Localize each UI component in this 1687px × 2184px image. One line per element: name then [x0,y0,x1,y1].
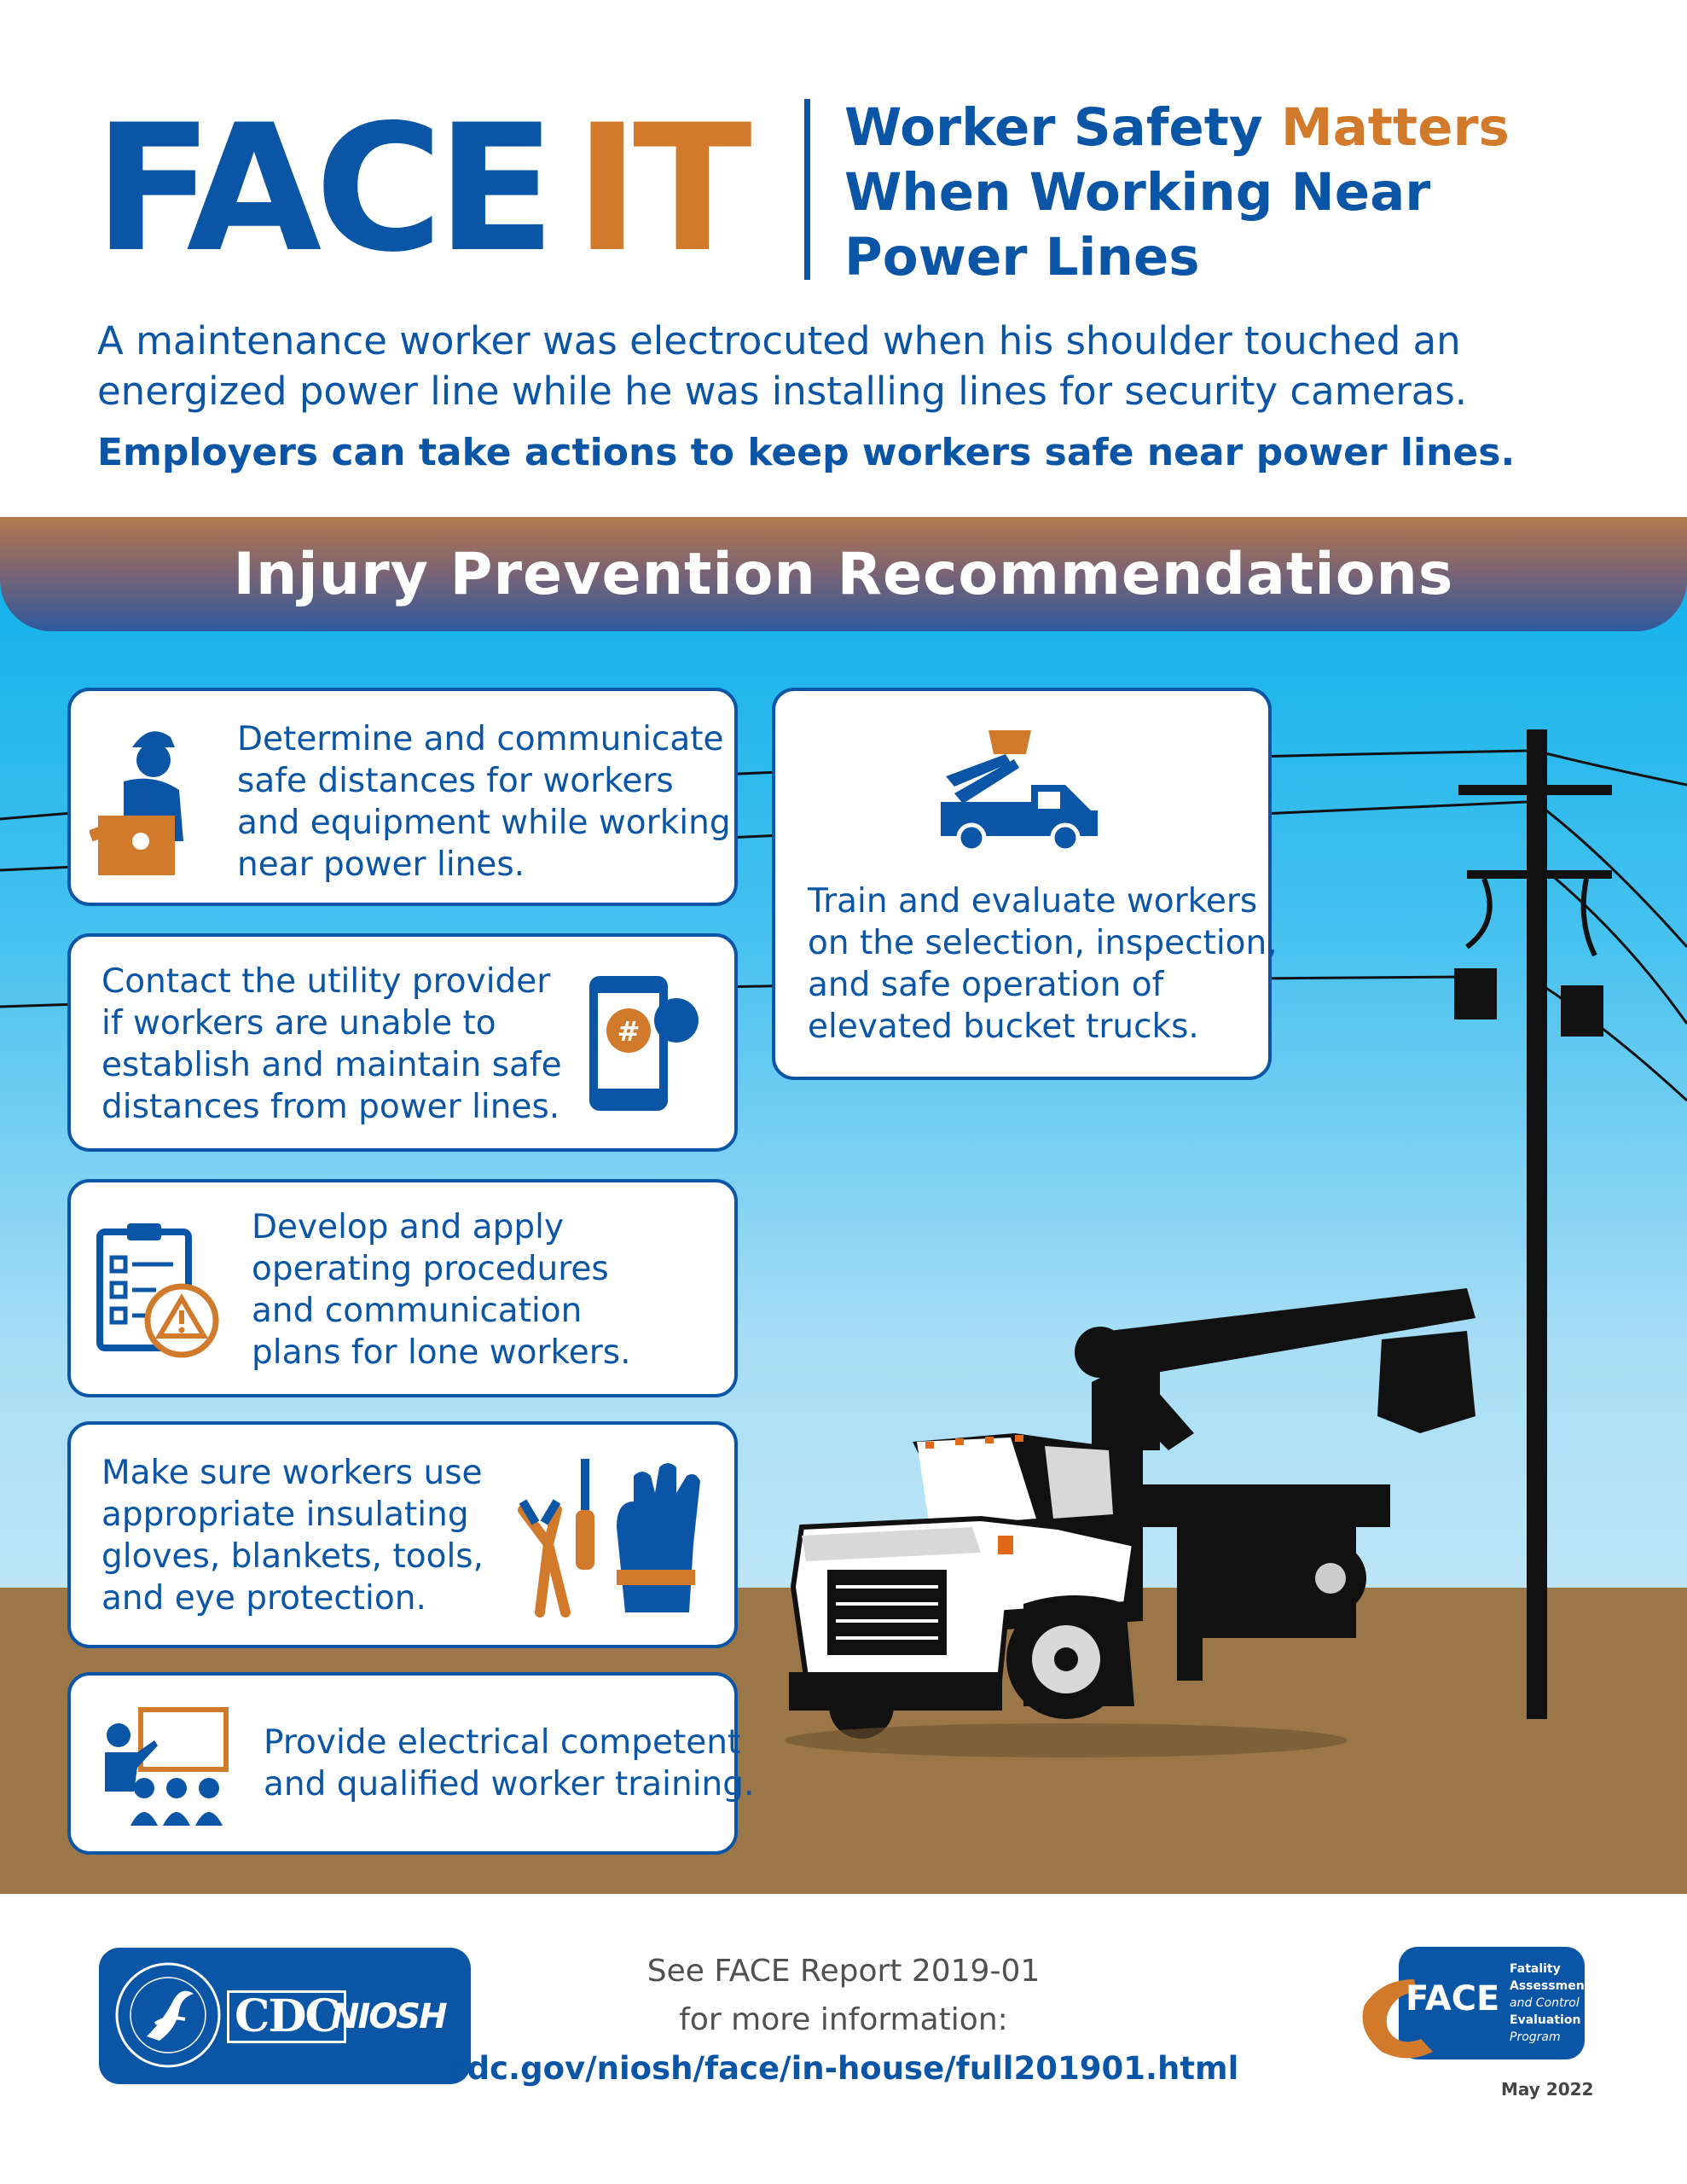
face-logo-line: Assessment [1510,1979,1591,1993]
recommendation-card-insulating-gear [67,1421,738,1648]
publication-date: May 2022 [1501,2079,1594,2100]
face-logo-line: Program [1510,2030,1561,2044]
recommendation-card-lone-workers [67,1179,738,1397]
card-text [237,718,731,886]
card-line: Train and evaluate workers [808,882,1258,921]
intro-paragraph [97,316,1467,416]
title-line2: When Working Near [844,162,1431,223]
recommendation-card-safe-distances [67,688,738,906]
face-logo-line: Fatality [1510,1962,1561,1976]
face-logo-line: Evaluation [1510,2013,1581,2027]
face-logo-text: FACE [1406,1979,1500,2018]
svg-text:#: # [617,1015,641,1048]
face-logo-line: and Control [1510,1996,1580,2010]
intro-line1: A maintenance worker was electrocuted when his shoulder touched an [97,318,1461,363]
card-line: operating procedures [252,1250,609,1288]
card-line: gloves, blankets, tools, [101,1537,484,1576]
title-line1-part1: Worker Safety [844,97,1281,158]
card-text [252,1206,630,1374]
card-text [101,961,562,1128]
recommendation-card-bucket-trucks [772,688,1278,1080]
cdc-logo: CDC [227,1990,346,2043]
card-line: if workers are unable to [101,1004,496,1043]
card-line: and equipment while working [237,804,731,842]
phone-message-icon [583,971,702,1116]
bucket-truck-icon [937,725,1108,853]
title-line3: Power Lines [844,227,1200,288]
card-text [808,880,1278,1048]
card-line: establish and maintain safe [101,1046,562,1084]
page-title [844,96,1510,290]
card-text [101,1452,484,1619]
banner-title: Injury Prevention Recommendations [233,540,1454,608]
title-line1-accent: Matters [1280,97,1510,158]
see-report-line2: for more information: [679,2002,1008,2037]
see-report-line1: See FACE Report 2019-01 [646,1954,1041,1989]
card-line: and communication [252,1292,583,1330]
card-line: distances from power lines. [101,1088,560,1126]
card-text [264,1722,754,1805]
card-line: safe distances for workers [237,762,674,800]
illustration-scene [0,517,1687,1894]
intro-emphasis: Employers can take actions to keep workers safe near power lines. [97,431,1516,474]
training-presentation-icon [103,1706,231,1834]
card-line: and safe operation of [808,966,1164,1004]
face-program-logo [1348,1945,1591,2065]
card-line: and qualified worker training. [264,1765,755,1804]
card-line: plans for lone workers. [252,1333,631,1372]
card-line: on the selection, inspection, [808,924,1278,962]
card-line: Contact the utility provider [101,962,551,1001]
card-line: near power lines. [237,845,525,884]
niosh-logo: NIOSH [331,1997,446,2036]
tools-gloves-icon [497,1442,710,1629]
recommendation-card-training [67,1672,755,1855]
card-line: Make sure workers use [101,1454,483,1492]
card-line: and eye protection. [101,1579,426,1618]
face-it-logo [94,88,745,291]
card-line: appropriate insulating [101,1496,469,1534]
header-divider [804,99,810,280]
clipboard-warning-icon [96,1220,224,1365]
brand-word-it: IT [574,88,745,291]
intro-line2: energized power line while he was installing lines for security cameras. [97,369,1468,414]
brand-word-face: FACE [94,88,549,291]
recommendations-banner [0,517,1687,631]
card-line: Provide electrical competent [264,1723,741,1762]
recommendation-card-contact-utility [67,933,738,1152]
worker-hardhat-icon [90,722,200,884]
card-line: Determine and communicate [237,720,724,758]
card-line: elevated bucket trucks. [808,1008,1199,1046]
card-line: Develop and apply [252,1208,565,1246]
face-logo-caption [1510,1960,1590,2046]
report-url-link[interactable]: cdc.gov/niosh/face/in-house/full201901.html [448,2050,1239,2087]
